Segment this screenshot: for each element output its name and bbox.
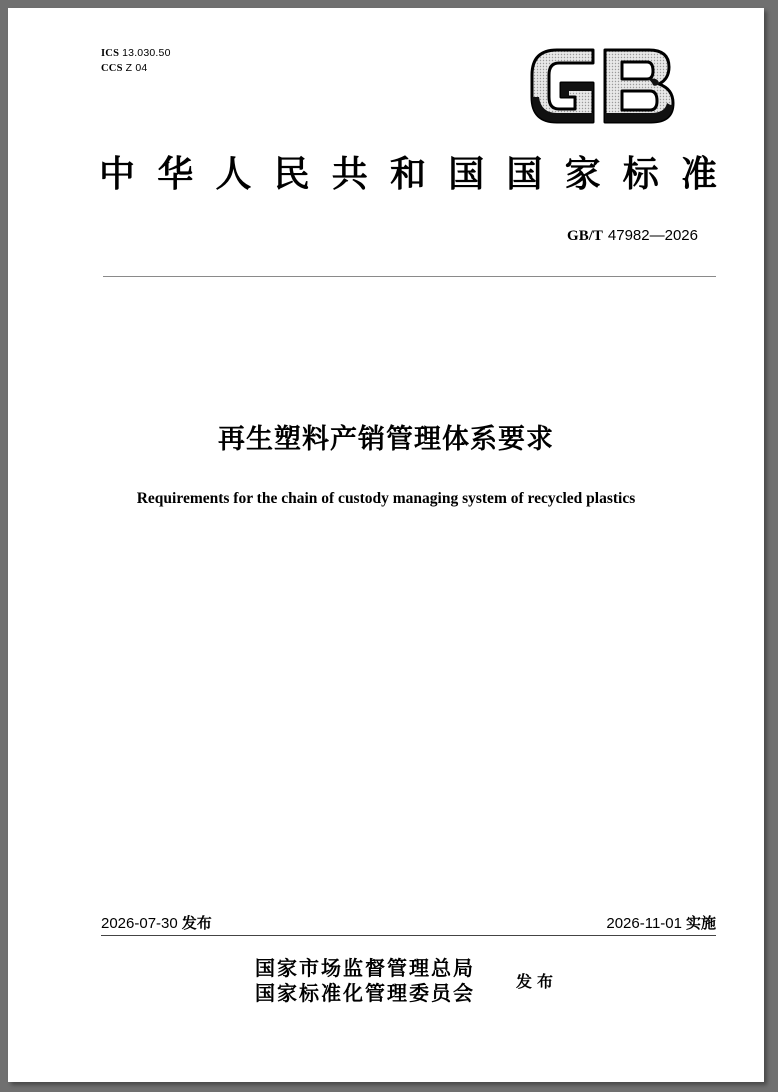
document-title-chinese: 再生塑料产销管理体系要求 <box>218 424 554 455</box>
ics-value: 13.030.50 <box>122 47 171 59</box>
implementation-date-label: 实施 <box>685 914 716 932</box>
issue-date-value: 2026-07-30 <box>101 915 178 932</box>
gb-logo <box>527 47 677 125</box>
document-page <box>8 8 764 1082</box>
ics-code <box>101 46 171 61</box>
issuing-authorities <box>255 956 475 1006</box>
standard-prefix: GB/T <box>567 228 603 244</box>
national-standard-heading: 中华人民共和国国家标准 <box>99 153 719 195</box>
ics-label: ICS <box>101 48 120 59</box>
header-divider <box>103 276 716 277</box>
classification-codes <box>101 46 171 76</box>
ccs-value: Z 04 <box>125 62 148 74</box>
footer-divider <box>101 935 716 936</box>
issuer-sac: 国家标准化管理委员会 <box>255 981 475 1005</box>
issue-date-label: 发布 <box>181 914 212 932</box>
standard-code: 47982—2026 <box>607 227 698 244</box>
ccs-code <box>101 61 171 76</box>
document-title-english: Requirements for the chain of custody managing system of recycled plastics <box>136 490 636 507</box>
ccs-label: CCS <box>101 63 123 74</box>
issuer-samr: 国家市场监督管理总局 <box>255 956 475 980</box>
implementation-date-value: 2026-11-01 <box>606 915 682 932</box>
standard-number <box>567 226 698 245</box>
publish-label: 发布 <box>516 972 559 991</box>
implementation-date <box>606 913 716 934</box>
issue-date <box>101 913 212 934</box>
